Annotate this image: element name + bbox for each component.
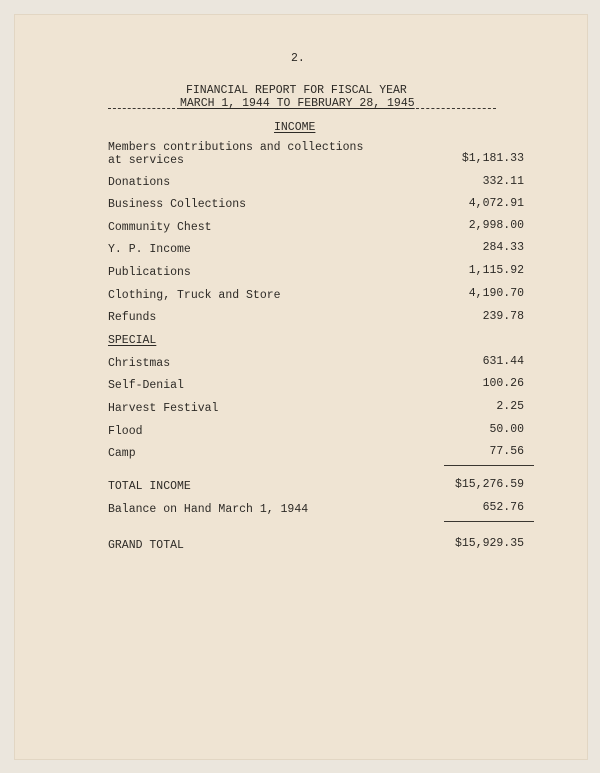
report-title-line2: MARCH 1, 1944 TO FEBRUARY 28, 1945 (180, 97, 415, 110)
income-label: Business Collections (108, 198, 247, 211)
report-title-line1: FINANCIAL REPORT FOR FISCAL YEAR (186, 84, 407, 97)
special-amount: 100.26 (482, 377, 524, 390)
income-amount: 1,115.92 (468, 264, 524, 277)
income-label: Community Chest (108, 221, 212, 234)
total-income-amount: $15,276.59 (454, 478, 524, 491)
special-amount: 2.25 (496, 400, 524, 413)
income-label: Publications (108, 266, 191, 279)
special-amount: 50.00 (489, 423, 524, 436)
special-label: Self-Denial (108, 379, 184, 392)
special-label: Camp (108, 447, 136, 460)
special-amount: 631.44 (482, 355, 524, 368)
income-amount: 284.33 (482, 241, 524, 254)
special-label: Harvest Festival (108, 402, 219, 415)
income-amount: 4,072.91 (468, 197, 524, 210)
total-rule (444, 521, 534, 522)
income-label: Members contributions and collections at services (108, 141, 364, 167)
income-label: Y. P. Income (108, 243, 191, 256)
title-underline-right (416, 108, 496, 109)
income-label: Clothing, Truck and Store (108, 289, 281, 302)
income-label: Refunds (108, 311, 157, 324)
income-amount: 332.11 (482, 175, 524, 188)
balance-label: Balance on Hand March 1, 1944 (108, 503, 309, 516)
income-amount: 239.78 (482, 310, 524, 323)
page-number: 2. (291, 52, 305, 65)
special-label: Flood (108, 425, 143, 438)
income-heading: INCOME (274, 121, 316, 134)
title-underline-left (108, 108, 180, 109)
total-income-label: TOTAL INCOME (108, 480, 191, 493)
special-heading: SPECIAL (108, 334, 157, 347)
special-label: Christmas (108, 357, 171, 370)
income-amount: 2,998.00 (468, 219, 524, 232)
grand-total-amount: $15,929.35 (454, 537, 524, 550)
special-amount: 77.56 (489, 445, 524, 458)
subtotal-rule (444, 465, 534, 466)
income-label: Donations (108, 176, 171, 189)
income-amount: 4,190.70 (468, 287, 524, 300)
income-amount: $1,181.33 (461, 152, 524, 165)
balance-amount: 652.76 (482, 501, 524, 514)
grand-total-label: GRAND TOTAL (108, 539, 184, 552)
